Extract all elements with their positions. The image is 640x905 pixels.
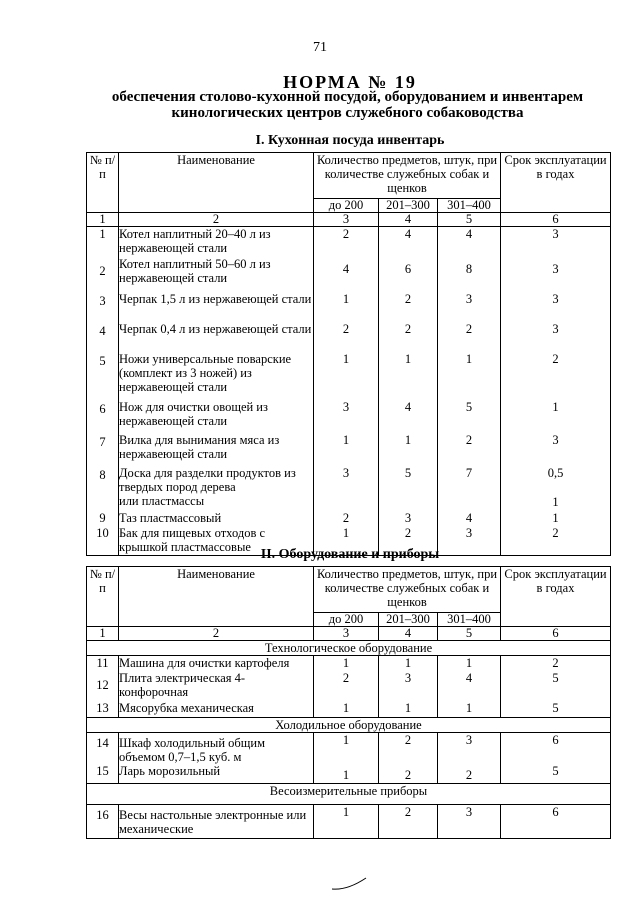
service-term: 3 — [501, 287, 611, 317]
qty-201-300: 2 — [379, 287, 438, 317]
qty-up-to-200: 1 — [314, 347, 379, 395]
service-term: 2 — [501, 347, 611, 395]
qty-201-300: 3 — [379, 511, 438, 526]
table-row — [87, 511, 611, 526]
qty-up-to-200: 2 — [314, 511, 379, 526]
qty-up-to-200: 1 — [314, 701, 379, 717]
table-row — [87, 671, 611, 701]
service-term: 3 — [501, 227, 611, 257]
page-number: 71 — [313, 40, 327, 55]
row-number: 1 — [87, 227, 119, 257]
service-term-line: 0,5 — [547, 465, 564, 480]
service-term-line: 1 — [552, 494, 559, 509]
row-name: Черпак 0,4 л из нержавеющей стали — [119, 317, 314, 347]
table-row — [87, 347, 611, 395]
qty-up-to-200: 2 — [314, 317, 379, 347]
row-name: Бак для пищевых отходов с крышкой пластмассовые — [119, 526, 314, 556]
column-number: 6 — [501, 213, 611, 227]
qty-201-300: 1 — [379, 701, 438, 717]
column-number: 3 — [314, 213, 379, 227]
qty-201-300: 1 — [379, 656, 438, 672]
qty-301-400: 3 — [438, 804, 501, 838]
table-row — [87, 701, 611, 717]
qty-up-to-200: 2 — [314, 671, 379, 701]
qty-301-400: 3 — [438, 526, 501, 556]
qty-up-to-200: 1 — [314, 287, 379, 317]
service-term: 6 — [501, 732, 611, 764]
subheading-technological: Технологическое оборудование — [87, 641, 611, 656]
qty-201-300: 3 — [379, 671, 438, 701]
header-number: № п/п — [87, 153, 119, 213]
service-term: 6 — [501, 804, 611, 838]
table-row — [87, 287, 611, 317]
table-row — [87, 656, 611, 672]
qty-up-to-200: 1 — [314, 732, 379, 764]
qty-up-to-200: 4 — [314, 257, 379, 287]
row-number: 11 — [87, 656, 119, 672]
table-row — [87, 764, 611, 784]
row-number: 10 — [87, 526, 119, 556]
qty-201-300: 6 — [379, 257, 438, 287]
header-range-2: 201–300 — [379, 613, 438, 627]
header-term: Срок эксплуатации в годах — [501, 153, 611, 213]
row-name: Машина для очистки картофеля — [119, 656, 314, 672]
row-number: 4 — [87, 317, 119, 347]
qty-301-400: 1 — [438, 656, 501, 672]
header-name: Наименование — [119, 153, 314, 213]
subheading-weighing: Весоизмерительные приборы — [87, 783, 611, 804]
column-number: 4 — [379, 213, 438, 227]
row-number: 2 — [87, 257, 119, 287]
row-number: 7 — [87, 428, 119, 461]
qty-301-400: 2 — [438, 764, 501, 784]
service-term: 2 — [501, 526, 611, 556]
qty-301-400: 4 — [438, 671, 501, 701]
row-name: Мясорубка механическая — [119, 701, 314, 717]
qty-up-to-200: 1 — [314, 526, 379, 556]
row-number: 12 — [87, 671, 119, 701]
row-name-line: Доска для разделки продуктов из твердых пород дерева — [119, 465, 296, 494]
service-term: 2 — [501, 656, 611, 672]
qty-up-to-200: 3 — [314, 461, 379, 511]
row-name: Таз пластмассовый — [119, 511, 314, 526]
qty-201-300: 2 — [379, 804, 438, 838]
table-row — [87, 317, 611, 347]
column-number: 5 — [438, 627, 501, 641]
header-quantity: Количество предметов, штук, при количестве служебных собак и щенков — [314, 153, 501, 199]
row-number: 6 — [87, 395, 119, 428]
qty-301-400: 4 — [438, 227, 501, 257]
table-row — [87, 732, 611, 764]
column-number: 3 — [314, 627, 379, 641]
row-number: 15 — [87, 764, 119, 784]
qty-301-400: 7 — [438, 461, 501, 511]
qty-up-to-200: 1 — [314, 428, 379, 461]
row-number: 5 — [87, 347, 119, 395]
header-term: Срок эксплуатации в годах — [501, 567, 611, 627]
row-name-line: или пластмассы — [119, 493, 205, 508]
column-number: 2 — [119, 213, 314, 227]
table-row — [87, 395, 611, 428]
row-name: Плита электрическая 4-конфорочная — [119, 671, 314, 701]
table-row — [87, 461, 611, 511]
qty-up-to-200: 1 — [314, 804, 379, 838]
document-title: НОРМА № 19 — [283, 72, 417, 92]
row-name — [119, 461, 314, 511]
table-row — [87, 804, 611, 838]
header-name: Наименование — [119, 567, 314, 627]
column-number: 1 — [87, 213, 119, 227]
row-name: Весы настольные электронные или механические — [119, 804, 314, 838]
column-number: 4 — [379, 627, 438, 641]
column-number: 5 — [438, 213, 501, 227]
row-name: Котел наплитный 50–60 л из нержавеющей стали — [119, 257, 314, 287]
service-term — [501, 461, 611, 511]
qty-up-to-200: 2 — [314, 227, 379, 257]
header-quantity: Количество предметов, штук, при количестве служебных собак и щенков — [314, 567, 501, 613]
signature-mark — [330, 876, 370, 892]
row-name: Ларь морозильный — [119, 764, 314, 784]
column-number: 1 — [87, 627, 119, 641]
row-name: Шкаф холодильный общим объемом 0,7–1,5 куб. м — [119, 732, 314, 764]
table-equipment — [86, 566, 611, 839]
qty-up-to-200: 3 — [314, 395, 379, 428]
service-term: 3 — [501, 257, 611, 287]
service-term: 5 — [501, 701, 611, 717]
row-number: 8 — [87, 461, 119, 511]
table-row — [87, 227, 611, 257]
qty-201-300: 5 — [379, 461, 438, 511]
service-term: 1 — [501, 395, 611, 428]
header-number: № п/п — [87, 567, 119, 627]
row-name: Вилка для вынимания мяса из нержавеющей стали — [119, 428, 314, 461]
column-numbers-row — [87, 627, 611, 641]
qty-201-300: 2 — [379, 317, 438, 347]
qty-301-400: 3 — [438, 732, 501, 764]
row-name: Ножи универсальные поварские (комплект из 3 ножей) из нержавеющей стали — [119, 347, 314, 395]
header-range-1: до 200 — [314, 199, 379, 213]
row-number: 13 — [87, 701, 119, 717]
header-range-2: 201–300 — [379, 199, 438, 213]
table-kitchenware — [86, 152, 611, 556]
qty-301-400: 5 — [438, 395, 501, 428]
service-term: 3 — [501, 317, 611, 347]
qty-up-to-200: 1 — [314, 656, 379, 672]
row-name: Нож для очистки овощей из нержавеющей стали — [119, 395, 314, 428]
qty-301-400: 2 — [438, 317, 501, 347]
row-number: 3 — [87, 287, 119, 317]
qty-301-400: 3 — [438, 287, 501, 317]
qty-201-300: 4 — [379, 395, 438, 428]
section-2-title: II. Оборудование и приборы — [260, 547, 440, 562]
header-range-3: 301–400 — [438, 199, 501, 213]
row-name: Черпак 1,5 л из нержавеющей стали — [119, 287, 314, 317]
row-number: 9 — [87, 511, 119, 526]
qty-up-to-200: 1 — [314, 764, 379, 784]
service-term: 5 — [501, 764, 611, 784]
qty-201-300: 1 — [379, 347, 438, 395]
table-row — [87, 257, 611, 287]
qty-301-400: 4 — [438, 511, 501, 526]
row-number: 14 — [87, 732, 119, 764]
header-range-1: до 200 — [314, 613, 379, 627]
service-term: 3 — [501, 428, 611, 461]
service-term: 1 — [501, 511, 611, 526]
qty-201-300: 2 — [379, 732, 438, 764]
row-number: 16 — [87, 804, 119, 838]
qty-201-300: 2 — [379, 526, 438, 556]
qty-201-300: 1 — [379, 428, 438, 461]
qty-201-300: 2 — [379, 764, 438, 784]
subheading-refrigeration: Холодильное оборудование — [87, 717, 611, 732]
qty-301-400: 8 — [438, 257, 501, 287]
header-range-3: 301–400 — [438, 613, 501, 627]
qty-201-300: 4 — [379, 227, 438, 257]
column-number: 6 — [501, 627, 611, 641]
column-number: 2 — [119, 627, 314, 641]
qty-301-400: 2 — [438, 428, 501, 461]
document-subtitle: обеспечения столово-кухонной посудой, оборудованием и инвентарем кинологических центров служебного собаководства — [111, 89, 584, 121]
qty-301-400: 1 — [438, 701, 501, 717]
column-numbers-row — [87, 213, 611, 227]
service-term: 5 — [501, 671, 611, 701]
row-name: Котел наплитный 20–40 л из нержавеющей стали — [119, 227, 314, 257]
section-1-title: I. Кухонная посуда инвентарь — [255, 133, 445, 148]
table-row — [87, 428, 611, 461]
qty-301-400: 1 — [438, 347, 501, 395]
